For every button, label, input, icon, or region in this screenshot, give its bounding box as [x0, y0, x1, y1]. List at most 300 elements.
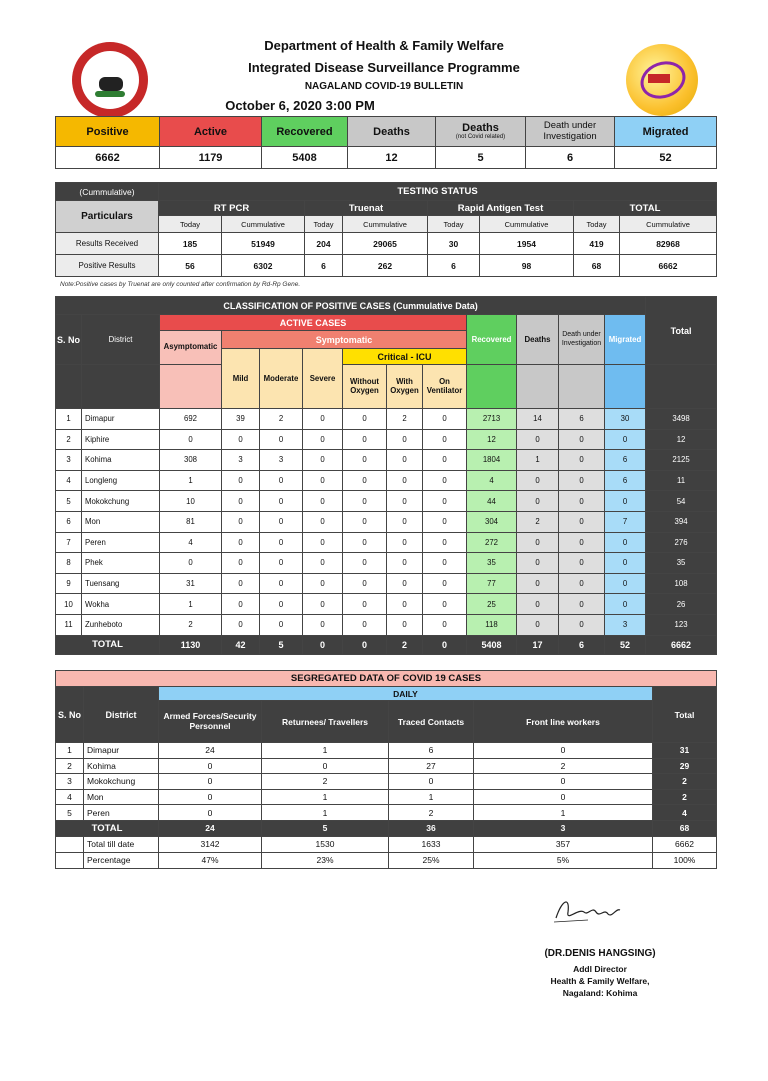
asym-header: Asymptomatic: [160, 331, 222, 365]
table-cell: 3: [260, 450, 303, 471]
cell: 98: [480, 255, 574, 277]
dui-header-cont: [559, 365, 605, 409]
table-row: [56, 774, 717, 790]
dui-value: 6: [526, 147, 615, 169]
table-cell: 0: [160, 429, 222, 450]
table-row: [56, 532, 717, 553]
cell: 56: [159, 255, 222, 277]
table-cell: 0: [303, 573, 343, 594]
table-cell: 0: [260, 553, 303, 574]
pct-cell: 23%: [262, 852, 389, 868]
table-cell: 0: [222, 614, 260, 635]
cell: 6302: [222, 255, 305, 277]
deaths-col-header: Deaths: [517, 315, 559, 365]
total-cell: 5408: [467, 635, 517, 654]
table-cell: 108: [646, 573, 717, 594]
table-cell: 1: [517, 450, 559, 471]
sno-header: S. No: [56, 315, 82, 365]
table-cell: 0: [260, 511, 303, 532]
table-cell: 0: [423, 553, 467, 574]
pct-cell: 47%: [159, 852, 262, 868]
sub-today: Today: [428, 216, 480, 233]
district-header: District: [82, 315, 160, 365]
sub-cumulative: Cummulative: [480, 216, 574, 233]
table-cell: 0: [222, 470, 260, 491]
recovered-header: Recovered: [262, 117, 348, 147]
table-cell: 1: [262, 789, 389, 805]
table-cell: 1: [389, 789, 474, 805]
seg-total-cell: 36: [389, 820, 474, 836]
table-cell: 2: [56, 758, 84, 774]
table-cell: 1: [160, 594, 222, 615]
table-cell: 0: [260, 429, 303, 450]
dui-header: Death under Investigation: [526, 117, 615, 147]
seg-total-row: [56, 820, 717, 836]
table-cell: 0: [222, 594, 260, 615]
severe-header: Severe: [303, 349, 343, 409]
table-cell: 0: [387, 594, 423, 615]
pct-cell: 5%: [474, 852, 653, 868]
table-cell: 0: [387, 429, 423, 450]
table-cell: 0: [387, 573, 423, 594]
summary-table: [55, 116, 717, 169]
district-name: Wokha: [82, 594, 160, 615]
table-cell: 25: [467, 594, 517, 615]
table-cell: 0: [517, 429, 559, 450]
table-cell: 272: [467, 532, 517, 553]
moderate-header: Moderate: [260, 349, 303, 409]
table-cell: 0: [474, 743, 653, 759]
district-name: Longleng: [82, 470, 160, 491]
table-cell: 0: [260, 573, 303, 594]
table-cell: 0: [343, 532, 387, 553]
total-cell: 6: [559, 635, 605, 654]
pct-cell: 25%: [389, 852, 474, 868]
table-cell: 0: [423, 594, 467, 615]
total-cell: 0: [303, 635, 343, 654]
district-name: Kohima: [84, 758, 159, 774]
table-cell: 4: [467, 470, 517, 491]
table-cell: 0: [343, 511, 387, 532]
table-cell: 0: [605, 573, 646, 594]
table-row: [56, 789, 717, 805]
table-cell: 3: [56, 450, 82, 471]
table-cell: 304: [467, 511, 517, 532]
table-cell: 692: [160, 409, 222, 430]
deaths-noncovid-label: Deaths: [462, 122, 499, 134]
ventilator-header: On Ventilator: [423, 365, 467, 409]
table-cell: 2: [262, 774, 389, 790]
table-cell: 8: [56, 553, 82, 574]
table-cell: 0: [605, 491, 646, 512]
table-cell: 0: [559, 614, 605, 635]
table-cell: 0: [222, 553, 260, 574]
with-oxygen-header: With Oxygen: [387, 365, 423, 409]
row-label: Results Received: [56, 233, 159, 255]
symptomatic-header: Symptomatic: [222, 331, 467, 349]
cell: 419: [574, 233, 620, 255]
table-cell: 0: [517, 532, 559, 553]
table-cell: 2: [474, 758, 653, 774]
total-cell: 0: [343, 635, 387, 654]
total-cell: 0: [423, 635, 467, 654]
table-cell: 118: [467, 614, 517, 635]
table-cell: 1: [474, 805, 653, 821]
table-cell: 6: [389, 743, 474, 759]
table-cell: 276: [646, 532, 717, 553]
table-cell: 6: [605, 470, 646, 491]
table-cell: 0: [303, 429, 343, 450]
table-cell: 0: [343, 553, 387, 574]
active-value: 1179: [160, 147, 262, 169]
table-cell: 0: [260, 491, 303, 512]
district-name: Mokokchung: [82, 491, 160, 512]
segregated-table: [55, 670, 717, 869]
table-cell: 2: [517, 511, 559, 532]
table-cell: 0: [343, 573, 387, 594]
table-cell: 0: [517, 594, 559, 615]
table-cell: 39: [222, 409, 260, 430]
bulletin-title: NAGALAND COVID-19 BULLETIN: [304, 81, 464, 92]
table-cell: 7: [605, 511, 646, 532]
returnees-header: Returnees/ Travellers: [262, 701, 389, 743]
cell: 6: [428, 255, 480, 277]
signature-block: [500, 948, 700, 998]
table-cell: 0: [303, 511, 343, 532]
table-cell: 2: [653, 789, 717, 805]
district-name: Zunheboto: [82, 614, 160, 635]
table-row: [56, 409, 717, 430]
migrated-header: Migrated: [615, 117, 717, 147]
table-cell: 26: [646, 594, 717, 615]
particulars-header: Particulars: [56, 201, 159, 233]
active-cases-header: ACTIVE CASES: [160, 315, 467, 331]
cell: 82968: [620, 233, 717, 255]
seg-total-cell: 68: [653, 820, 717, 836]
table-cell: 123: [646, 614, 717, 635]
table-cell: 2713: [467, 409, 517, 430]
rapid-antigen-header: Rapid Antigen Test: [428, 201, 574, 216]
table-cell: 31: [653, 743, 717, 759]
testing-status-title: TESTING STATUS: [159, 183, 717, 201]
cell: 185: [159, 233, 222, 255]
table-cell: 0: [559, 594, 605, 615]
table-cell: 0: [517, 491, 559, 512]
table-cell: 0: [517, 573, 559, 594]
table-cell: 0: [423, 470, 467, 491]
table-cell: 3: [222, 450, 260, 471]
frontline-header: Front line workers: [474, 701, 653, 743]
signatory-place: Nagaland: Kohima: [562, 988, 638, 998]
table-cell: 0: [260, 614, 303, 635]
cell: 30: [428, 233, 480, 255]
seg-total-cell: 24: [159, 820, 262, 836]
table-cell: 0: [303, 594, 343, 615]
table-cell: 0: [260, 594, 303, 615]
table-cell: 0: [387, 532, 423, 553]
table-cell: 3: [605, 614, 646, 635]
table-cell: 0: [559, 553, 605, 574]
migrated-value: 52: [615, 147, 717, 169]
table-row: [56, 255, 717, 277]
sub-today: Today: [159, 216, 222, 233]
table-cell: 1: [262, 805, 389, 821]
table-cell: 0: [343, 491, 387, 512]
classification-total-row: [56, 635, 717, 654]
table-cell: 0: [222, 429, 260, 450]
total-header-cont: [646, 365, 717, 409]
table-row: [56, 743, 717, 759]
table-cell: 6: [56, 511, 82, 532]
sub-today: Today: [574, 216, 620, 233]
asym-header-cont: [160, 365, 222, 409]
table-row: [56, 614, 717, 635]
percentage-label: Percentage: [84, 852, 159, 868]
armed-forces-header: Armed Forces/Security Personnel: [159, 701, 262, 743]
seg-total-label: TOTAL: [56, 820, 159, 836]
table-cell: 2: [389, 805, 474, 821]
table-cell: 0: [387, 511, 423, 532]
table-cell: 0: [303, 491, 343, 512]
table-cell: 0: [423, 429, 467, 450]
sub-cumulative: Cummulative: [343, 216, 428, 233]
table-cell: 1: [56, 409, 82, 430]
table-row: [56, 511, 717, 532]
table-cell: 0: [559, 470, 605, 491]
classification-title: CLASSIFICATION OF POSITIVE CASES (Cummulative Data): [56, 297, 646, 315]
table-cell: 0: [159, 805, 262, 821]
deaths-noncovid-sub: (not Covid related): [455, 134, 506, 140]
table-row: [56, 470, 717, 491]
seg-total-cell: 5: [262, 820, 389, 836]
rtpcr-header: RT PCR: [159, 201, 305, 216]
table-cell: 0: [159, 774, 262, 790]
table-cell: 2125: [646, 450, 717, 471]
district-name: Kiphire: [82, 429, 160, 450]
classification-table: [55, 296, 717, 655]
total-cell: 5: [260, 635, 303, 654]
till-cell: 1633: [389, 836, 474, 852]
table-cell: 0: [423, 511, 467, 532]
district-name: Mon: [82, 511, 160, 532]
table-cell: 0: [387, 553, 423, 574]
cell: 51949: [222, 233, 305, 255]
table-cell: 30: [605, 409, 646, 430]
deaths-header-cont: [517, 365, 559, 409]
migrated-header-cont: [605, 365, 646, 409]
seg-district-header: District: [84, 687, 159, 743]
table-cell: 0: [559, 491, 605, 512]
till-cell: 6662: [653, 836, 717, 852]
total-cell: 17: [517, 635, 559, 654]
table-cell: 11: [646, 470, 717, 491]
table-cell: 0: [303, 470, 343, 491]
table-cell: 0: [474, 789, 653, 805]
table-cell: 12: [467, 429, 517, 450]
traced-contacts-header: Traced Contacts: [389, 701, 474, 743]
total-col-header: Total: [646, 297, 717, 365]
table-cell: 31: [160, 573, 222, 594]
table-cell: 0: [605, 553, 646, 574]
seg-till-row: [56, 836, 717, 852]
table-cell: 0: [343, 594, 387, 615]
table-cell: 2: [56, 429, 82, 450]
table-cell: 0: [387, 470, 423, 491]
table-cell: 0: [160, 553, 222, 574]
seg-total-cell: 3: [474, 820, 653, 836]
table-cell: 9: [56, 573, 82, 594]
seg-pct-row: [56, 852, 717, 868]
table-cell: 14: [517, 409, 559, 430]
table-cell: 0: [517, 614, 559, 635]
segregated-body: [56, 743, 717, 821]
table-cell: 308: [160, 450, 222, 471]
table-cell: 0: [474, 774, 653, 790]
table-cell: 10: [160, 491, 222, 512]
table-cell: 0: [343, 409, 387, 430]
table-cell: 0: [423, 450, 467, 471]
district-name: Mon: [84, 789, 159, 805]
district-name: Peren: [82, 532, 160, 553]
table-cell: 0: [303, 532, 343, 553]
table-cell: 4: [160, 532, 222, 553]
table-cell: 11: [56, 614, 82, 635]
table-cell: 1: [160, 470, 222, 491]
table-cell: 3: [56, 774, 84, 790]
total-cell: 2: [387, 635, 423, 654]
table-cell: 0: [222, 491, 260, 512]
sub-cumulative: Cummulative: [620, 216, 717, 233]
till-cell: 357: [474, 836, 653, 852]
cell: 6662: [620, 255, 717, 277]
table-cell: 0: [423, 409, 467, 430]
total-cell: 52: [605, 635, 646, 654]
sub-cumulative: Cummulative: [222, 216, 305, 233]
district-name: Mokokchung: [84, 774, 159, 790]
seg-sno-header: S. No: [56, 687, 84, 743]
table-cell: 0: [517, 553, 559, 574]
table-cell: 35: [467, 553, 517, 574]
district-header-cont: [82, 365, 160, 409]
table-cell: 0: [343, 429, 387, 450]
table-cell: 0: [387, 491, 423, 512]
active-header: Active: [160, 117, 262, 147]
positive-header: Positive: [56, 117, 160, 147]
table-cell: 0: [343, 614, 387, 635]
total-cell: 1130: [160, 635, 222, 654]
district-name: Phek: [82, 553, 160, 574]
table-row: [56, 573, 717, 594]
table-cell: 4: [56, 470, 82, 491]
table-row: [56, 758, 717, 774]
table-cell: 0: [517, 470, 559, 491]
cumulative-label: (Cummulative): [56, 183, 159, 201]
table-cell: 54: [646, 491, 717, 512]
table-cell: 77: [467, 573, 517, 594]
idsp-logo: [626, 44, 698, 116]
table-cell: 0: [260, 470, 303, 491]
critical-icu-header: Critical - ICU: [343, 349, 467, 365]
table-cell: 2: [160, 614, 222, 635]
cell: 1954: [480, 233, 574, 255]
table-cell: 0: [423, 532, 467, 553]
table-cell: 0: [222, 573, 260, 594]
table-cell: 7: [56, 532, 82, 553]
table-cell: 44: [467, 491, 517, 512]
recovered-header-cont: [467, 365, 517, 409]
table-cell: 24: [159, 743, 262, 759]
signatory-name: (DR.DENIS HANGSING): [544, 948, 656, 959]
deaths-noncovid-value: 5: [436, 147, 526, 169]
testing-status-table: [55, 182, 717, 277]
table-cell: 35: [646, 553, 717, 574]
table-cell: 0: [389, 774, 474, 790]
table-row: [56, 233, 717, 255]
table-cell: 0: [303, 553, 343, 574]
table-cell: 0: [605, 429, 646, 450]
table-cell: 0: [387, 450, 423, 471]
dept-title: Department of Health & Family Welfare: [264, 38, 504, 53]
table-cell: 0: [559, 450, 605, 471]
table-row: [56, 553, 717, 574]
table-cell: 0: [222, 532, 260, 553]
daily-header: DAILY: [159, 687, 653, 701]
table-cell: 0: [559, 573, 605, 594]
table-cell: 27: [389, 758, 474, 774]
table-cell: 0: [222, 511, 260, 532]
table-cell: 4: [653, 805, 717, 821]
total-cell: 42: [222, 635, 260, 654]
table-cell: 5: [56, 805, 84, 821]
row-label: Positive Results: [56, 255, 159, 277]
table-cell: 2: [387, 409, 423, 430]
truenat-note: Note:Positive cases by Truenat are only counted after confirmation by Rd-Rp Gene.: [60, 281, 301, 288]
deaths-value: 12: [348, 147, 436, 169]
seg-total-header: Total: [653, 687, 717, 743]
table-cell: 1: [56, 743, 84, 759]
table-cell: 0: [343, 450, 387, 471]
table-cell: 6: [559, 409, 605, 430]
pct-cell: 100%: [653, 852, 717, 868]
table-cell: 0: [262, 758, 389, 774]
table-cell: 0: [260, 532, 303, 553]
table-cell: 29: [653, 758, 717, 774]
positive-value: 6662: [56, 147, 160, 169]
district-name: Peren: [84, 805, 159, 821]
cell: 29065: [343, 233, 428, 255]
district-name: Tuensang: [82, 573, 160, 594]
deaths-noncovid-header: [436, 117, 526, 147]
till-cell: 3142: [159, 836, 262, 852]
table-cell: 1: [262, 743, 389, 759]
table-cell: 2: [260, 409, 303, 430]
table-cell: 4: [56, 789, 84, 805]
table-row: [56, 429, 717, 450]
mild-header: Mild: [222, 349, 260, 409]
total-header: TOTAL: [574, 201, 717, 216]
cell: 262: [343, 255, 428, 277]
table-cell: 0: [423, 491, 467, 512]
classification-body: [56, 409, 717, 636]
table-cell: 0: [423, 614, 467, 635]
till-date-label: Total till date: [84, 836, 159, 852]
till-cell: 1530: [262, 836, 389, 852]
migrated-col-header: Migrated: [605, 315, 646, 365]
cell: 6: [305, 255, 343, 277]
table-cell: 5: [56, 491, 82, 512]
total-cell: 6662: [646, 635, 717, 654]
table-cell: 0: [303, 409, 343, 430]
